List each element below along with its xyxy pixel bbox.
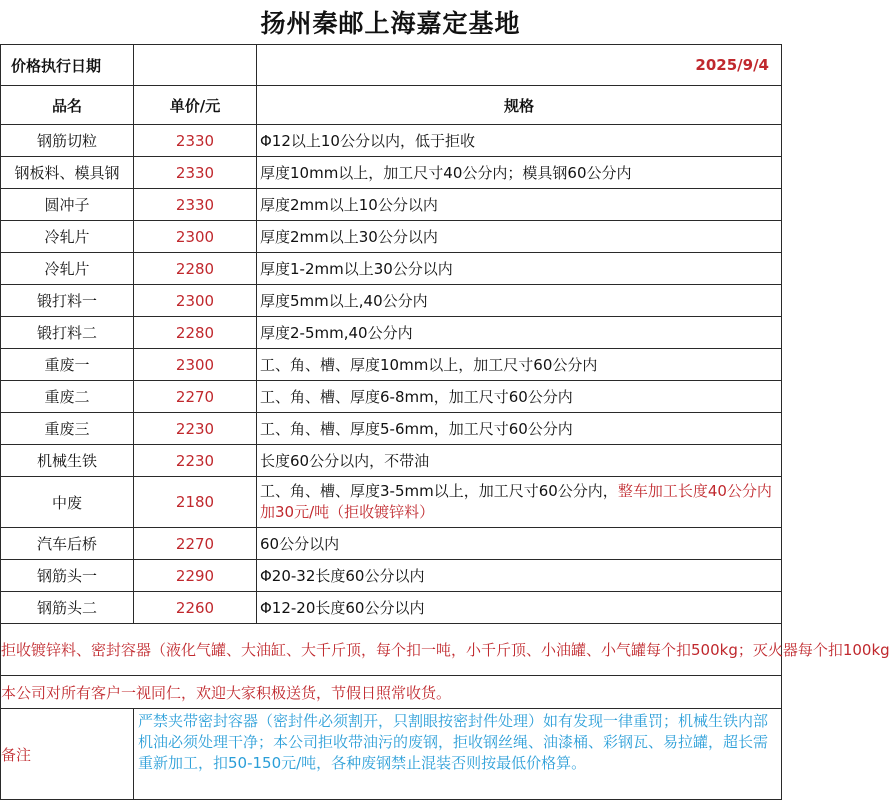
table-row [1,528,782,560]
item-name: 锻打料二 [1,317,134,349]
item-name: 钢筋头二 [1,592,134,624]
item-name: 冷轧片 [1,253,134,285]
item-name: 圆冲子 [1,189,134,221]
item-name: 钢筋切粒 [1,125,134,157]
item-price: 2280 [134,317,257,349]
date-empty-cell [134,45,257,86]
item-spec: 厚度2-5mm,40公分内 [257,317,782,349]
item-name: 锻打料一 [1,285,134,317]
item-price: 2280 [134,253,257,285]
header-spec: 规格 [257,86,782,125]
item-name: 重废三 [1,413,134,445]
item-price: 2260 [134,592,257,624]
item-price: 2330 [134,125,257,157]
date-row [1,45,782,86]
item-spec: Φ20-32长度60公分以内 [257,560,782,592]
note-row-rejections [1,624,782,676]
table-row [1,157,782,189]
header-row [1,86,782,125]
table-row [1,221,782,253]
table-row [1,317,782,349]
item-name: 中废 [1,477,134,528]
item-name: 重废二 [1,381,134,413]
item-spec: 厚度1-2mm以上30公分以内 [257,253,782,285]
item-spec [257,477,782,528]
item-name: 钢筋头一 [1,560,134,592]
item-spec: 厚度2mm以上30公分以内 [257,221,782,253]
zhongfei-spec-text: 工、角、槽、厚度3-5mm以上，加工尺寸60公分内， [260,482,618,500]
note-row-welcome [1,676,782,709]
table-row [1,125,782,157]
item-spec: 厚度10mm以上，加工尺寸40公分内；模具钢60公分内 [257,157,782,189]
item-spec: 60公分以内 [257,528,782,560]
item-spec: 工、角、槽、厚度6-8mm，加工尺寸60公分内 [257,381,782,413]
item-spec: 工、角、槽、厚度10mm以上，加工尺寸60公分内 [257,349,782,381]
remark-label: 备注 [1,709,134,800]
item-price: 2330 [134,189,257,221]
item-name: 机械生铁 [1,445,134,477]
item-price: 2290 [134,560,257,592]
zhongfei-spec-note: 整车加工长度40公分内加30元/吨（拒收镀锌料） [260,482,772,521]
item-name: 冷轧片 [1,221,134,253]
item-name: 重废一 [1,349,134,381]
item-price: 2230 [134,445,257,477]
table-row [1,413,782,445]
table-row [1,189,782,221]
header-name: 品名 [1,86,134,125]
date-label: 价格执行日期 [1,45,134,86]
page-title: 扬州秦邮上海嘉定基地 [260,9,521,38]
table-row [1,253,782,285]
table-row [1,381,782,413]
welcome-note: 本公司对所有客户一视同仁，欢迎大家积极送货，节假日照常收货。 [1,676,782,709]
rejection-note: 拒收镀锌料、密封容器（液化气罐、大油缸、大千斤顶，每个扣一吨，小千斤顶、小油罐、小气罐每个扣500kg；灭火器每个扣100kg [1,624,782,676]
item-name: 钢板料、模具钢 [1,157,134,189]
item-price: 2230 [134,413,257,445]
table-row [1,285,782,317]
table-row-zhongfei [1,477,782,528]
table-row [1,445,782,477]
effective-date: 2025/9/4 [257,45,782,86]
table-row [1,592,782,624]
item-name: 汽车后桥 [1,528,134,560]
item-price: 2300 [134,285,257,317]
price-table [0,44,890,800]
table-row [1,349,782,381]
item-spec: Φ12-20长度60公分以内 [257,592,782,624]
item-spec: 长度60公分以内，不带油 [257,445,782,477]
item-spec: 工、角、槽、厚度5-6mm，加工尺寸60公分内 [257,413,782,445]
item-price: 2300 [134,349,257,381]
header-price: 单价/元 [134,86,257,125]
item-spec: Φ12以上10公分以内，低于拒收 [257,125,782,157]
remark-row [1,709,782,800]
item-price: 2330 [134,157,257,189]
remark-text: 严禁夹带密封容器（密封件必须割开，只割眼按密封件处理）如有发现一律重罚；机械生铁内部机油必须处理干净；本公司拒收带油污的废钢，拒收钢丝绳、油漆桶、彩钢瓦、易拉罐，超长需重新加工，扣50-150元/吨，各种废钢禁止混装否则按最低价格算。 [134,709,782,800]
table-row [1,560,782,592]
item-price: 2270 [134,381,257,413]
item-spec: 厚度2mm以上10公分以内 [257,189,782,221]
item-spec: 厚度5mm以上,40公分内 [257,285,782,317]
item-price: 2270 [134,528,257,560]
item-price: 2180 [134,477,257,528]
item-price: 2300 [134,221,257,253]
